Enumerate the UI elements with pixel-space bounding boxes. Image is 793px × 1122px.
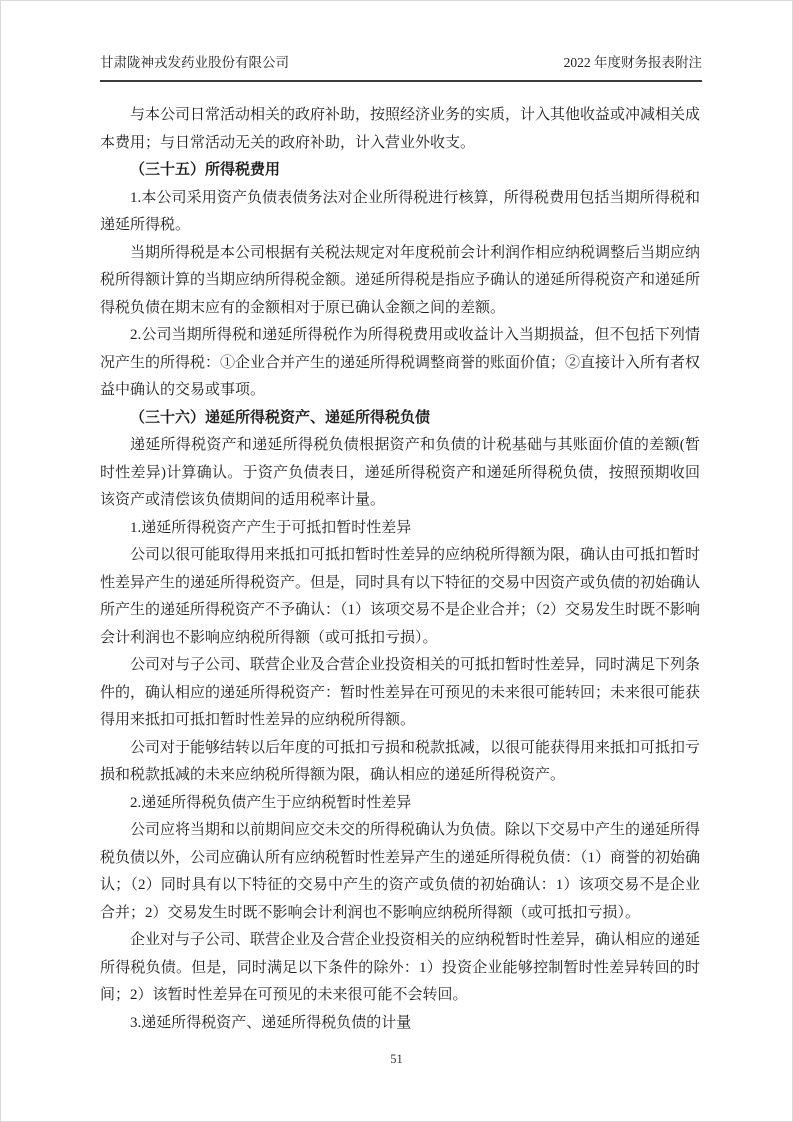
- document-body: [100, 102, 700, 1037]
- paragraph: 公司对与子公司、联营企业及合营企业投资相关的可抵扣暂时性差异，同时满足下列条件的，确认相应的递延所得税资产：暂时性差异在可预见的未来很可能转回；未来很可能获得用来抵扣可抵扣暂时性差异的应纳税所得额。: [100, 657, 701, 728]
- section-heading: （三十五）所得税费用: [130, 162, 281, 178]
- paragraph: 2.公司当期所得税和递延所得税作为所得税费用或收益计入当期损益，但不包括下列情况产生的所得税：①企业合并产生的递延所得税调整商誉的账面价值；②直接计入所有者权益中确认的交易或事项。: [100, 327, 701, 398]
- page-number: 51: [390, 1052, 403, 1066]
- paragraph: 当期所得税是本公司根据有关税法规定对年度税前会计利润作相应纳税调整后当期应纳税所得额计算的当期应纳所得税金额。递延所得税是指应予确认的递延所得税资产和递延所得税负债在期末应有的金额相对于原已确认金额之间的差额。: [100, 244, 701, 316]
- sub-heading: 1.递延所得税资产产生于可抵扣暂时性差异: [130, 519, 412, 536]
- header-doc-title: 2022 年度财务报表附注: [563, 55, 702, 70]
- paragraph: 公司对于能够结转以后年度的可抵扣亏损和税款抵减，以很可能获得用来抵扣可抵扣亏损和税款抵减的未来应纳税所得额为限，确认相应的递延所得税资产。: [100, 739, 701, 783]
- paragraph: 公司以很可能取得用来抵扣可抵扣暂时性差异的应纳税所得额为限，确认由可抵扣暂时性差异产生的递延所得税资产。但是，同时具有以下特征的交易中因资产或负债的初始确认所产生的递延所得税资产不予确认：（1）该项交易不是企业合并；（2）交易发生时既不影响会计利润也不影响应纳税所得额（或可抵扣亏损）。: [100, 547, 701, 646]
- paragraph: 1.本公司采用资产负债表债务法对企业所得税进行核算，所得税费用包括当期所得税和递延所得税。: [100, 189, 700, 233]
- paragraph: 与本公司日常活动相关的政府补助，按照经济业务的实质，计入其他收益或冲减相关成本费用；与日常活动无关的政府补助，计入营业外收支。: [100, 107, 701, 151]
- page-header: [100, 51, 702, 82]
- section-heading: （三十六）递延所得税资产、递延所得税负债: [130, 409, 431, 426]
- sub-heading: 2.递延所得税负债产生于应纳税暂时性差异: [130, 794, 412, 811]
- paragraph: 递延所得税资产和递延所得税负债根据资产和负债的计税基础与其账面价值的差额(暂时性差异)计算确认。于资产负债表日，递延所得税资产和递延所得税负债，按照预期收回该资产或清偿该负债期间的适用税率计量。: [100, 437, 700, 508]
- paragraph: 公司应将当期和以前期间应交未交的所得税确认为负债。除以下交易中产生的递延所得税负债以外，公司应确认所有应纳税暂时性差异产生的递延所得税负债：（1）商誉的初始确认；（2）同时具有以下特征的交易中产生的资产或负债的初始确认：1）该项交易不是企业合并；2）交易发生时既不影响会计利润也不影响应纳税所得额（或可抵扣亏损）。: [100, 822, 701, 921]
- paragraph: 企业对与子公司、联营企业及合营企业投资相关的应纳税暂时性差异，确认相应的递延所得税负债。但是，同时满足以下条件的除外：1）投资企业能够控制暂时性差异转回的时间；2）该暂时性差异在可预见的未来很可能不会转回。: [100, 932, 701, 1003]
- header-company-name: 甘肃陇神戎发药业股份有限公司: [100, 55, 289, 70]
- sub-heading: 3.递延所得税资产、递延所得税负债的计量: [130, 1014, 412, 1031]
- page-footer: [1, 1052, 792, 1067]
